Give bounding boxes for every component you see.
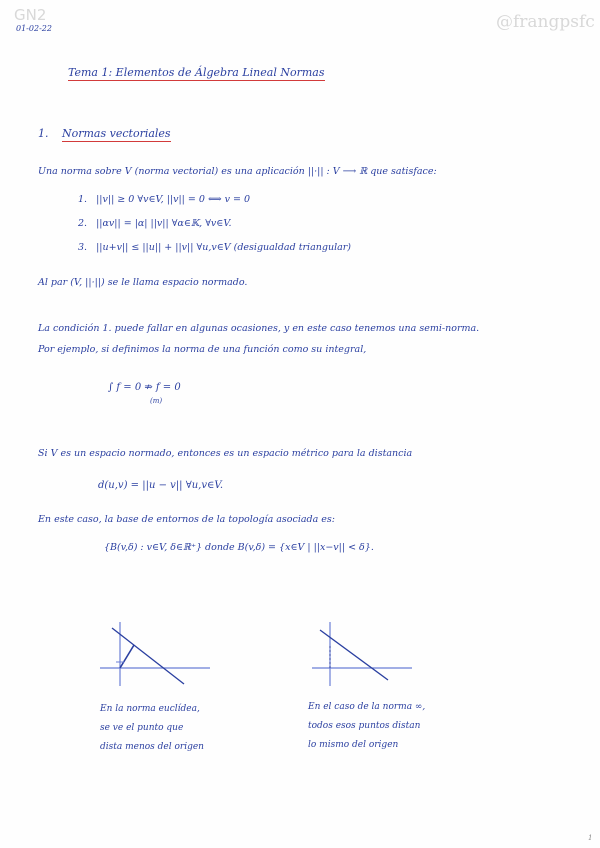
topology-formula: {B(v,δ) : v∈V, δ∈ℝ⁺} donde B(v,δ) = {x∈V | ||x−v|| < δ}. (104, 542, 374, 553)
item-text: ||u+v|| ≤ ||u|| + ||v|| ∀u,v∈V (desigualdad triangular) (96, 242, 352, 253)
watermark-left: GN2 (14, 6, 47, 24)
page-title (68, 66, 325, 79)
caption-line: En el caso de la norma ∞, (308, 702, 426, 712)
item-number: 3. (78, 242, 88, 253)
date: 01-02-22 (16, 24, 52, 33)
item-text: ||v|| ≥ 0 ∀v∈V, ||v|| = 0 ⟺ v = 0 (96, 194, 250, 205)
definition-intro: Una norma sobre V (norma vectorial) es una aplicación ||·|| : V ⟶ ℝ que satisface: (38, 166, 437, 177)
section-heading (38, 127, 171, 140)
page-number: 1 (588, 834, 593, 842)
remark-line-1: La condición 1. puede fallar en algunas ocasiones, y en este caso tenemos una semi-norma. (38, 323, 480, 334)
remark-line-2: Por ejemplo, si definimos la norma de una función como su integral, (38, 344, 367, 355)
caption-line: En la norma euclídea, (100, 704, 200, 714)
caption-left (100, 700, 204, 757)
remark-formula: ∫ f = 0 ⇏ f = 0 (108, 382, 181, 393)
item-number: 1. (78, 194, 88, 205)
title-text: Tema 1: Elementos de Álgebra Lineal Normas (68, 66, 325, 79)
euclidean-figure (96, 618, 216, 690)
definition-item-1 (78, 194, 250, 205)
section-heading-text: Normas vectoriales (62, 127, 171, 140)
definition-item-3 (78, 242, 351, 253)
shortest-segment (120, 645, 134, 668)
metric-line: Si V es un espacio normado, entonces es un espacio métrico para la distancia (38, 448, 413, 459)
definition-item-2 (78, 218, 232, 229)
caption-line: se ve el punto que (100, 723, 184, 733)
remark-formula-subscript: (m) (150, 397, 163, 405)
item-text: ||αv|| = |α| ||v|| ∀α∈𝕂, ∀v∈V. (96, 218, 232, 229)
topology-line: En este caso, la base de entornos de la topología asociada es: (38, 514, 335, 525)
normed-space-definition: Al par (V, ||·||) se le llama espacio normado. (38, 277, 248, 288)
caption-line: dista menos del origen (100, 742, 204, 752)
section-number: 1. (38, 127, 49, 140)
caption-right (308, 698, 425, 755)
caption-line: todos esos puntos distan (308, 721, 421, 731)
line (112, 628, 184, 684)
watermark-right: @frangpsfc (496, 12, 595, 32)
metric-formula: d(u,v) = ||u − v|| ∀u,v∈V. (98, 480, 224, 491)
infinity-norm-figure (308, 618, 418, 690)
caption-line: lo mismo del origen (308, 740, 399, 750)
item-number: 2. (78, 218, 88, 229)
